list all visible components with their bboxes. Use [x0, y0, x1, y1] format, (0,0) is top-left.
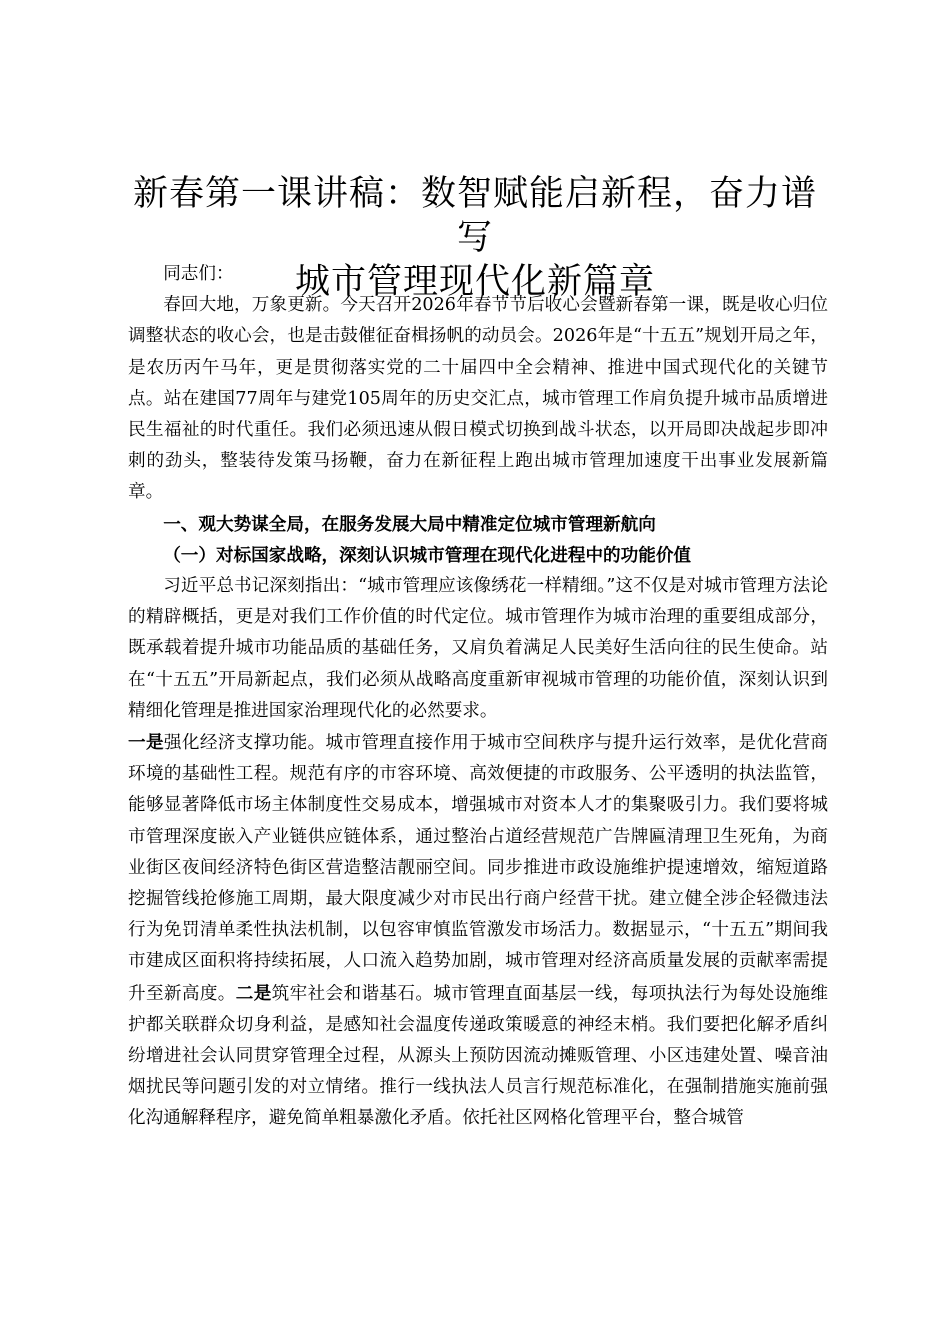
lead-marker-2: 二是 [235, 982, 272, 1004]
document-body [128, 259, 828, 1135]
section-heading-1: 一、观大势谋全局，在服务发展大局中精准定位城市管理新航向 [163, 513, 656, 535]
body-paragraph-2a: 强化经济支撑功能。城市管理直接作用于城市空间秩序与提升运行效率，是优化营商环境的基础性工程。规范有序的市容环境、高效便捷的市政服务、公平透明的执法监管，能够显著降低市场主体制度性交易成本，增强城市对资本人才的集聚吸引力。我们要将城市管理深度嵌入产业链供应链体系，通过整治占道经营规范广告牌匾清理卫生死角，为商业街区夜间经济特色街区营造整洁靓丽空间。同步推进市政设施维护提速增效，缩短道路挖掘管线抢修施工周期，最大限度减少对市民出行商户经营干扰。建立健全涉企轻微违法行为免罚清单柔性执法机制，以包容审慎监管激发市场活力。数据显示，“十五五”期间我市建成区面积将持续拓展，人口流入趋势加剧，城市管理对经济高质量发展的贡献率需提升至新高度。 [128, 733, 828, 1004]
subsection-heading-1: （一）对标国家战略，深刻认识城市管理在现代化进程中的功能价值 [163, 544, 692, 566]
body-paragraph-2 [128, 727, 828, 1135]
title-line-2: 城市管理现代化新篇章 [294, 262, 655, 302]
lead-marker-1: 一是 [128, 732, 164, 754]
body-paragraph-2b: 筑牢社会和谐基石。城市管理直面基层一线，每项执法行为每处设施维护都关联群众切身利益，是感知社会温度传递政策暖意的神经末梢。我们要把化解矛盾纠纷增进社会认同贯穿管理全过程，从源头上预防因流动摊贩管理、小区违建处置、噪音油烟扰民等问题引发的对立情绪。推行一线执法人员言行规范标准化，在强制措施实施前强化沟通解释程序，避免简单粗暴激化矛盾。依托社区网格化管理平台，整合城管 [128, 983, 828, 1129]
intro-paragraph: 春回大地，万象更新。今天召开2026年春节节后收心会暨新春第一课，既是收心归位调整状态的收心会，也是击鼓催征奋楫扬帆的动员会。2026年是“十五五”规划开局之年，是农历丙午马年，更是贯彻落实党的二十届四中全会精神、推进中国式现代化的关键节点。站在建国77周年与建党105周年的历史交汇点，城市管理工作肩负提升城市品质增进民生福祉的时代重任。我们必须迅速从假日模式切换到战斗状态，以开局即决战起步即冲刺的劲头，整装待发策马扬鞭，奋力在新征程上跑出城市管理加速度干出事业发展新篇章。 [128, 295, 828, 503]
title-line-1: 新春第一课讲稿：数智赋能启新程，奋力谱写 [132, 174, 817, 258]
body-paragraph-1: 习近平总书记深刻指出：“城市管理应该像绣花一样精细。”这不仅是对城市管理方法论的精辟概括，更是对我们工作价值的时代定位。城市管理作为城市治理的重要组成部分，既承载着提升城市功能品质的基础任务，又肩负着满足人民美好生活向往的民生使命。站在“十五五”开局新起点，我们必须从战略高度重新审视城市管理的功能价值，深刻认识到精细化管理是推进国家治理现代化的必然要求。 [128, 576, 828, 721]
salutation: 同志们： [163, 264, 234, 284]
